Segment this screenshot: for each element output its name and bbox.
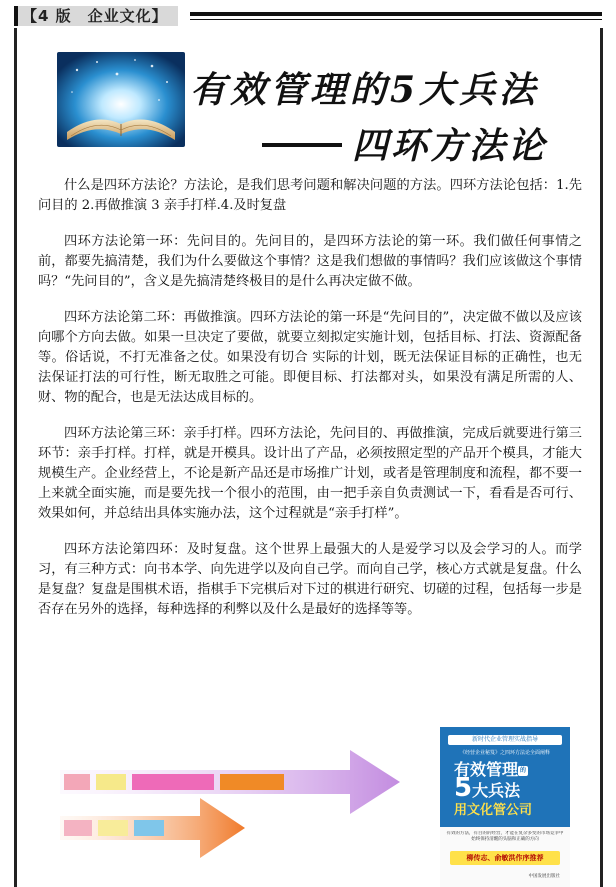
paragraph-intro: 什么是四环方法论？方法论，是我们思考问题和解决问题的方法。四环方法论包括：1.先问目的 2.再做推演 3 亲手打样.4.及时复盘	[38, 178, 582, 213]
block-pink-2	[64, 820, 92, 836]
cover-title-a: 有效管理	[454, 760, 519, 779]
header-rule-thin	[190, 19, 602, 20]
cover-title-num: 5	[454, 773, 473, 803]
block-yellow-2	[98, 820, 128, 836]
paragraph-ring-1: 四环方法论第一环：先问目的。先问目的，是四环方法论的第一环。我们做任何事情之前，都要先搞清楚，我们为什么要做这个事情？这是我们想做的事情吗？我们应该做这个事情吗？“先问目的”，含义是先搞清楚终极目的是什么再决定做不做。	[38, 234, 582, 289]
page-border-left	[14, 28, 17, 887]
cover-title-c: 用文化管公司	[454, 803, 533, 818]
cover-recommend: 柳传志、俞敏洪作序推荐	[450, 851, 560, 865]
cover-title-b: 大兵法	[472, 781, 521, 800]
article-title-line2-text: 四环方法论	[352, 125, 548, 167]
cover-badge: 的	[520, 766, 527, 774]
block-pink-1	[64, 774, 90, 790]
block-magenta	[132, 774, 214, 790]
open-book-photo	[57, 52, 185, 147]
paragraph-ring-3: 四环方法论第三环：亲手打样。四环方法论，先问目的、再做推演，完成后就要进行第三环节：亲手打样。打样，就是开模具。设计出了产品，必须按照定型的产品开个模具，才能大规模生产。企业经营上，不论是新产品还是市场推广计划，或者是管理制度和流程，都不要一上来就全面实施，而是要先找一个很小的范围，由一把手亲自负责测试一下，看看是否可行、效果如何，并总结出具体实施办法，这个过程就是“亲手打样”。	[38, 426, 582, 521]
cover-top-banner: 新时代企业管理实战指导	[448, 735, 562, 745]
section-tag: 【4 版 企业文化】	[14, 6, 178, 26]
paragraph-ring-2: 四环方法论第二环：再做推演。四环方法论的第一环是“先问目的”，决定做不做以及应该向哪个方向去做。如果一旦决定了要做，就要立刻拟定实施计划，包括目标、打法、资源配备等。俗话说，不打无准备之仗。如果没有切合 实际的计划，既无法保证目标的正确性，也无法保证打法的可行性，断无取胜之可能。即便目标、打法都对头，如果没有满足所需的人、财、物的配合，也是无法达成目标的。	[38, 310, 582, 405]
cover-publisher: 中国发展出版社	[528, 874, 560, 879]
article-title-line2	[262, 118, 602, 169]
cover-description: 有效的方法，有目的的经营，才能在复杂多变的市场竞争中始终保持清醒的头脑和正确的方向	[446, 831, 564, 842]
title-dash	[262, 143, 342, 147]
block-blue	[134, 820, 164, 836]
page-header	[0, 0, 616, 30]
paragraph-ring-4: 四环方法论第四环：及时复盘。这个世界上最强大的人是爱学习以及会学习的人。而学习，有三种方式：向书本学、向先进学以及向自己学。而向自己学，核心方式就是复盘。什么是复盘？复盘是围棋术语，指棋手下完棋后对下过的棋进行研究、切磋的过程，包括每一步是否存在另外的选择，每种选择的利弊以及什么是最好的选择等等。	[38, 542, 582, 617]
article-title-line1: 有效管理的5大兵法	[190, 69, 540, 111]
article-body	[38, 176, 582, 636]
decorative-arrows	[50, 740, 410, 860]
header-rule	[190, 12, 602, 16]
cover-subtitle: 《经营企业秘笈》之四环方法论全面阐释	[459, 750, 550, 756]
cover-title	[454, 761, 558, 820]
book-cover	[440, 727, 570, 887]
block-orange-1	[220, 774, 284, 790]
block-yellow-1	[96, 774, 126, 790]
